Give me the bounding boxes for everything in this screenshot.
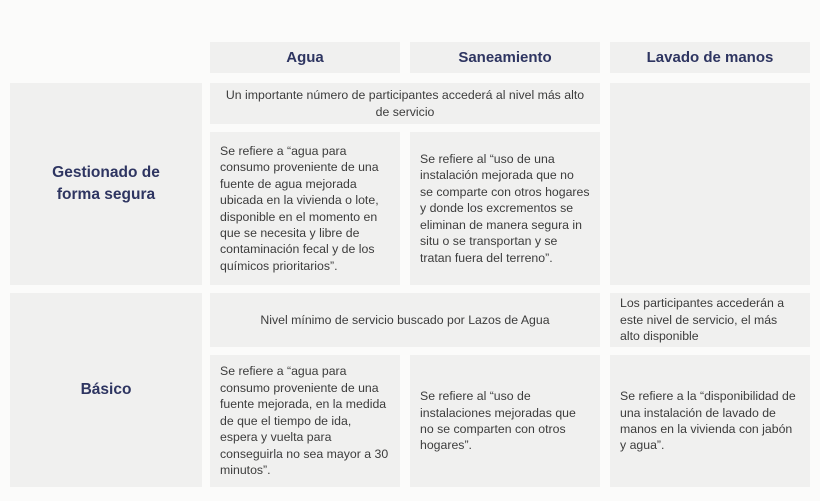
cell-basico-agua-saneamiento-note (210, 293, 600, 347)
cell-text: Se refiere a “agua para consumo proveniente de una fuente de agua mejorada ubicada en la vivienda o lote, disponible en el momento en que se necesita y libre de contaminación fecal y de los químicos prioritarios”. (220, 143, 379, 273)
cell-text: Los participantes accederán a este nivel de servicio, el más alto disponible (620, 296, 785, 344)
row-header-label: Gestionado de forma segura (52, 163, 160, 203)
cell-basico-lavado-note (610, 293, 810, 347)
cell-text: Un importante número de participantes accederá al nivel más alto de servicio (225, 88, 585, 119)
column-header-saneamiento (410, 42, 600, 73)
column-header-label: Saneamiento (458, 49, 552, 66)
cell-text: Se refiere al “uso de una instalación mejorada que no se comparte con otros hogares y donde los excrementos se eliminan de manera segura in situ o se transportan y se tratan fuera del terreno”. (420, 151, 590, 265)
cell-gestionado-agua-saneamiento-note (210, 83, 600, 124)
cell-basico-agua (210, 355, 400, 487)
cell-text: Se refiere a la “disponibilidad de una instalación de lavado de manos en la vivienda con jabón y agua”. (620, 389, 796, 453)
cell-gestionado-saneamiento (410, 132, 600, 285)
column-header-lavado-de-manos (610, 42, 810, 73)
row-header-gestionado-de-forma-segura (10, 83, 202, 285)
cell-gestionado-lavado-empty (610, 83, 810, 285)
cell-text: Nivel mínimo de servicio buscado por Lazos de Agua (260, 312, 550, 327)
column-header-agua (210, 42, 400, 73)
cell-gestionado-agua (210, 132, 400, 285)
column-header-label: Lavado de manos (646, 49, 774, 66)
cell-text: Se refiere al “uso de instalaciones mejoradas que no se comparten con otros hogares”. (420, 389, 576, 453)
cell-basico-lavado (610, 355, 810, 487)
cell-text: Se refiere a “agua para consumo proveniente de una fuente mejorada, en la medida de que el tiempo de ida, espera y vuelta para conseguirla no sea mayor a 30 minutos”. (220, 364, 389, 478)
row-header-basico (10, 293, 202, 487)
cell-basico-saneamiento (410, 355, 600, 487)
row-header-label: Básico (80, 380, 132, 398)
column-header-label: Agua (286, 49, 324, 66)
